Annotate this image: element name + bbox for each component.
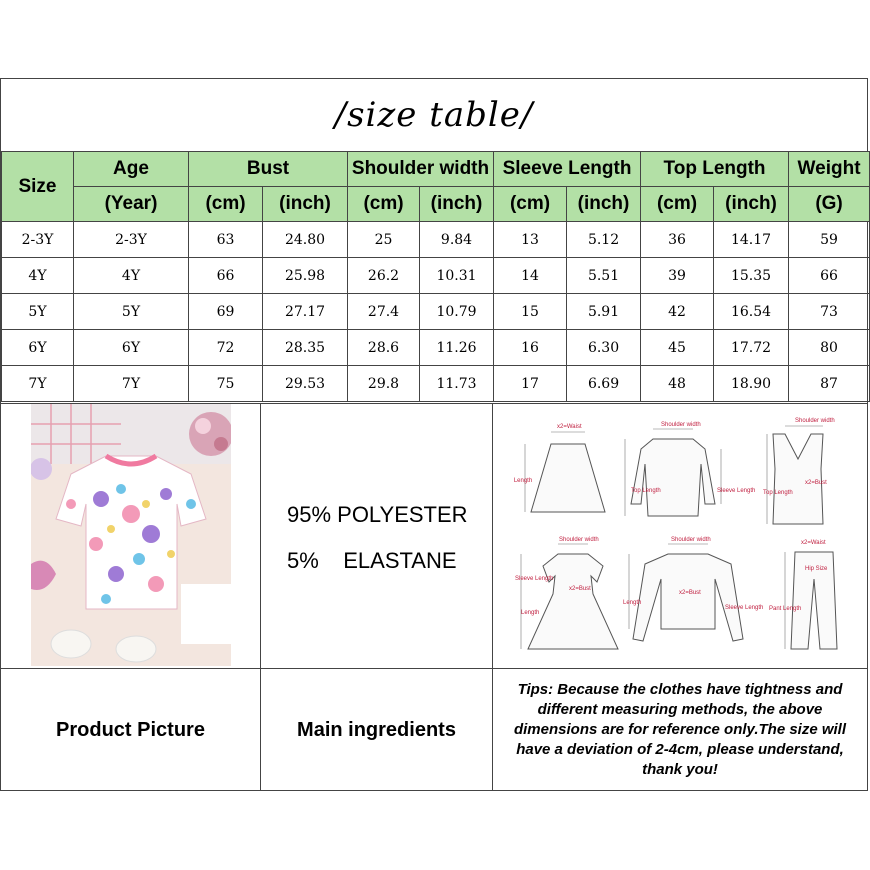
table-cell: 72 xyxy=(189,330,263,366)
table-cell: 10.31 xyxy=(420,258,494,294)
table-cell: 63 xyxy=(189,222,263,258)
unit-cm: (cm) xyxy=(494,187,567,222)
table-cell: 28.6 xyxy=(348,330,420,366)
label-shoulder-dress: Shoulder width xyxy=(559,537,599,543)
table-cell: 5.12 xyxy=(567,222,641,258)
table-row xyxy=(2,258,870,294)
header-row-2 xyxy=(2,187,870,222)
table-cell: 7Y xyxy=(2,366,74,402)
table-cell: 73 xyxy=(789,294,870,330)
unit-cm: (cm) xyxy=(189,187,263,222)
table-cell: 15 xyxy=(494,294,567,330)
unit-inch: (inch) xyxy=(567,187,641,222)
product-picture-cell xyxy=(1,669,261,791)
table-cell: 15.35 xyxy=(714,258,789,294)
table-cell: 42 xyxy=(641,294,714,330)
table-cell: 80 xyxy=(789,330,870,366)
table-cell: 28.35 xyxy=(263,330,348,366)
table-cell: 25.98 xyxy=(263,258,348,294)
label-shoulder: Shoulder width xyxy=(661,422,701,428)
table-cell: 11.73 xyxy=(420,366,494,402)
footer-row xyxy=(1,668,867,791)
label-bust-dress: x2=Bust xyxy=(569,586,591,592)
table-cell: 66 xyxy=(189,258,263,294)
label-sleeve-dress: Sleeve Length xyxy=(515,576,554,582)
table-row xyxy=(2,366,870,402)
table-cell: 6Y xyxy=(74,330,189,366)
table-cell: 16.54 xyxy=(714,294,789,330)
table-cell: 25 xyxy=(348,222,420,258)
ingredients-cell xyxy=(261,404,493,669)
main-ingredients-cell xyxy=(261,669,493,791)
label-top-length: Top Length xyxy=(631,488,661,494)
table-row xyxy=(2,294,870,330)
table-cell: 4Y xyxy=(2,258,74,294)
header-bust: Bust xyxy=(189,152,348,187)
table-cell: 29.8 xyxy=(348,366,420,402)
size-table-title: /size table/ xyxy=(334,95,534,135)
table-cell: 29.53 xyxy=(263,366,348,402)
table-cell: 17.72 xyxy=(714,330,789,366)
size-chart-frame xyxy=(0,78,868,791)
table-cell: 87 xyxy=(789,366,870,402)
table-cell: 4Y xyxy=(74,258,189,294)
table-cell: 17 xyxy=(494,366,567,402)
table-cell: 7Y xyxy=(74,366,189,402)
header-row-1 xyxy=(2,152,870,187)
ingredient-elastane: 5% ELASTANE xyxy=(287,548,457,573)
unit-cm: (cm) xyxy=(348,187,420,222)
table-cell: 24.80 xyxy=(263,222,348,258)
ingredient-polyester: 95% POLYESTER xyxy=(287,502,468,527)
tips-text: Tips: Because the clothes have tightness and different measuring methods, the above dimensions are for reference only.The size will have a deviation of 2-4cm, please understand, thank you! xyxy=(513,681,847,778)
table-cell: 48 xyxy=(641,366,714,402)
header-age: Age xyxy=(74,152,189,187)
label-hip-pants: Hip Size xyxy=(805,566,828,572)
label-waist: x2=Waist xyxy=(557,424,582,430)
table-cell: 6Y xyxy=(2,330,74,366)
label-length-dress: Length xyxy=(521,610,540,616)
table-cell: 36 xyxy=(641,222,714,258)
product-picture-label: Product Picture xyxy=(56,718,205,741)
table-cell: 2-3Y xyxy=(2,222,74,258)
label-length-top: Length xyxy=(623,600,642,606)
label-sleeve-top: Sleeve Length xyxy=(725,605,764,611)
table-cell: 5.91 xyxy=(567,294,641,330)
header-shoulder: Shoulder width xyxy=(348,152,494,187)
table-cell: 45 xyxy=(641,330,714,366)
label-sleeve-length: Sleeve Length xyxy=(717,488,756,494)
product-photo xyxy=(31,404,231,666)
label-waist-pants: x2=Waist xyxy=(801,540,826,546)
header-weight: Weight xyxy=(789,152,870,187)
header-sleeve: Sleeve Length xyxy=(494,152,641,187)
table-cell: 5Y xyxy=(2,294,74,330)
tips-cell xyxy=(493,669,867,791)
table-cell: 69 xyxy=(189,294,263,330)
unit-inch: (inch) xyxy=(420,187,494,222)
table-cell: 11.26 xyxy=(420,330,494,366)
table-cell: 14.17 xyxy=(714,222,789,258)
table-cell: 13 xyxy=(494,222,567,258)
table-cell: 16 xyxy=(494,330,567,366)
title-row xyxy=(1,79,867,152)
header-size: Size xyxy=(2,152,74,222)
unit-inch: (inch) xyxy=(263,187,348,222)
label-pant-length: Pant Length xyxy=(769,606,802,612)
table-cell: 10.79 xyxy=(420,294,494,330)
measurement-diagram xyxy=(493,404,867,669)
label-shoulder-top: Shoulder width xyxy=(671,537,711,543)
label-top-length-tank: Top Length xyxy=(763,490,793,496)
table-cell: 27.17 xyxy=(263,294,348,330)
table-cell: 14 xyxy=(494,258,567,294)
table-cell: 39 xyxy=(641,258,714,294)
size-table xyxy=(1,151,870,402)
unit-g: (G) xyxy=(789,187,870,222)
product-photo-cell xyxy=(1,404,261,669)
measurement-diagram-cell xyxy=(493,404,867,669)
table-cell: 26.2 xyxy=(348,258,420,294)
label-length: Length xyxy=(513,478,533,484)
label-bust-tank: x2=Bust xyxy=(805,480,827,486)
table-cell: 75 xyxy=(189,366,263,402)
table-cell: 27.4 xyxy=(348,294,420,330)
label-bust-top: x2=Bust xyxy=(679,590,701,596)
unit-cm: (cm) xyxy=(641,187,714,222)
size-rows xyxy=(2,222,870,402)
table-cell: 2-3Y xyxy=(74,222,189,258)
table-cell: 18.90 xyxy=(714,366,789,402)
info-row xyxy=(1,403,867,669)
main-ingredients-label: Main ingredients xyxy=(297,718,456,741)
table-cell: 66 xyxy=(789,258,870,294)
table-row xyxy=(2,330,870,366)
table-cell: 6.30 xyxy=(567,330,641,366)
table-cell: 6.69 xyxy=(567,366,641,402)
label-shoulder-tank: Shoulder width xyxy=(795,418,835,424)
table-cell: 59 xyxy=(789,222,870,258)
table-row xyxy=(2,222,870,258)
header-top-length: Top Length xyxy=(641,152,789,187)
table-cell: 5Y xyxy=(74,294,189,330)
header-age-unit: (Year) xyxy=(74,187,189,222)
unit-inch: (inch) xyxy=(714,187,789,222)
table-cell: 9.84 xyxy=(420,222,494,258)
table-cell: 5.51 xyxy=(567,258,641,294)
